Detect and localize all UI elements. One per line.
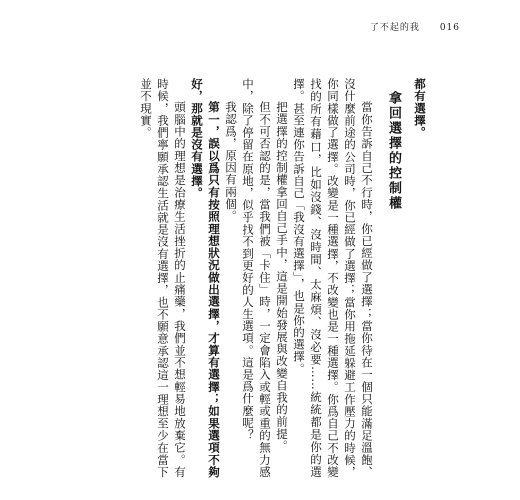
paragraph: 頭腦中的理想是治療生活挫折的止痛藥，我們並不想輕易地放棄它。有時候，我們寧願承認生活就是沒有選擇，也不願意承認這一理想至少在當下並不現實。 <box>139 78 187 478</box>
paragraph: 但不可否認的是，當我們被「卡住」時，一定會陷入或輕或重的無力感中，除了停留在原地，似乎找不到更好的人生選項。這是爲什麼呢？ <box>241 78 272 478</box>
running-head <box>370 20 460 33</box>
section-heading: 拿回選擇的控制權 <box>386 91 401 211</box>
paragraph: 當你告訴自己不行時，你已經做了選擇；當你待在一個只能滿足溫飽、沒什麼前途的公司時，你已經做了選擇；當你用拖延躲避工作壓力的時候，你同樣做了選擇。改變是一種選擇，不改變也是一種選擇。你爲自己不改變找的所有藉口，比如沒錢、沒時間、太麻煩、沒必要……統統都是你的選擇。甚至連你告訴自己「我沒有選擇」，也是你的選擇。 <box>292 78 374 478</box>
book-title: 了不起的我 <box>369 23 420 33</box>
page-number: 016 <box>439 23 460 33</box>
page-body <box>128 78 428 478</box>
point-one-paragraph: 第一，誤以爲只有按照理想狀況做出選擇，才算有選擇；如果選項不夠好，那就是沒有選擇。 <box>190 78 221 478</box>
paragraph: 把選擇的控制權拿回自己手中，這是開始發展與改變自我的前提。 <box>275 101 289 452</box>
intro-line: 都有選擇。 <box>413 78 427 139</box>
paragraph: 我認爲，原因有兩個。 <box>224 101 238 222</box>
